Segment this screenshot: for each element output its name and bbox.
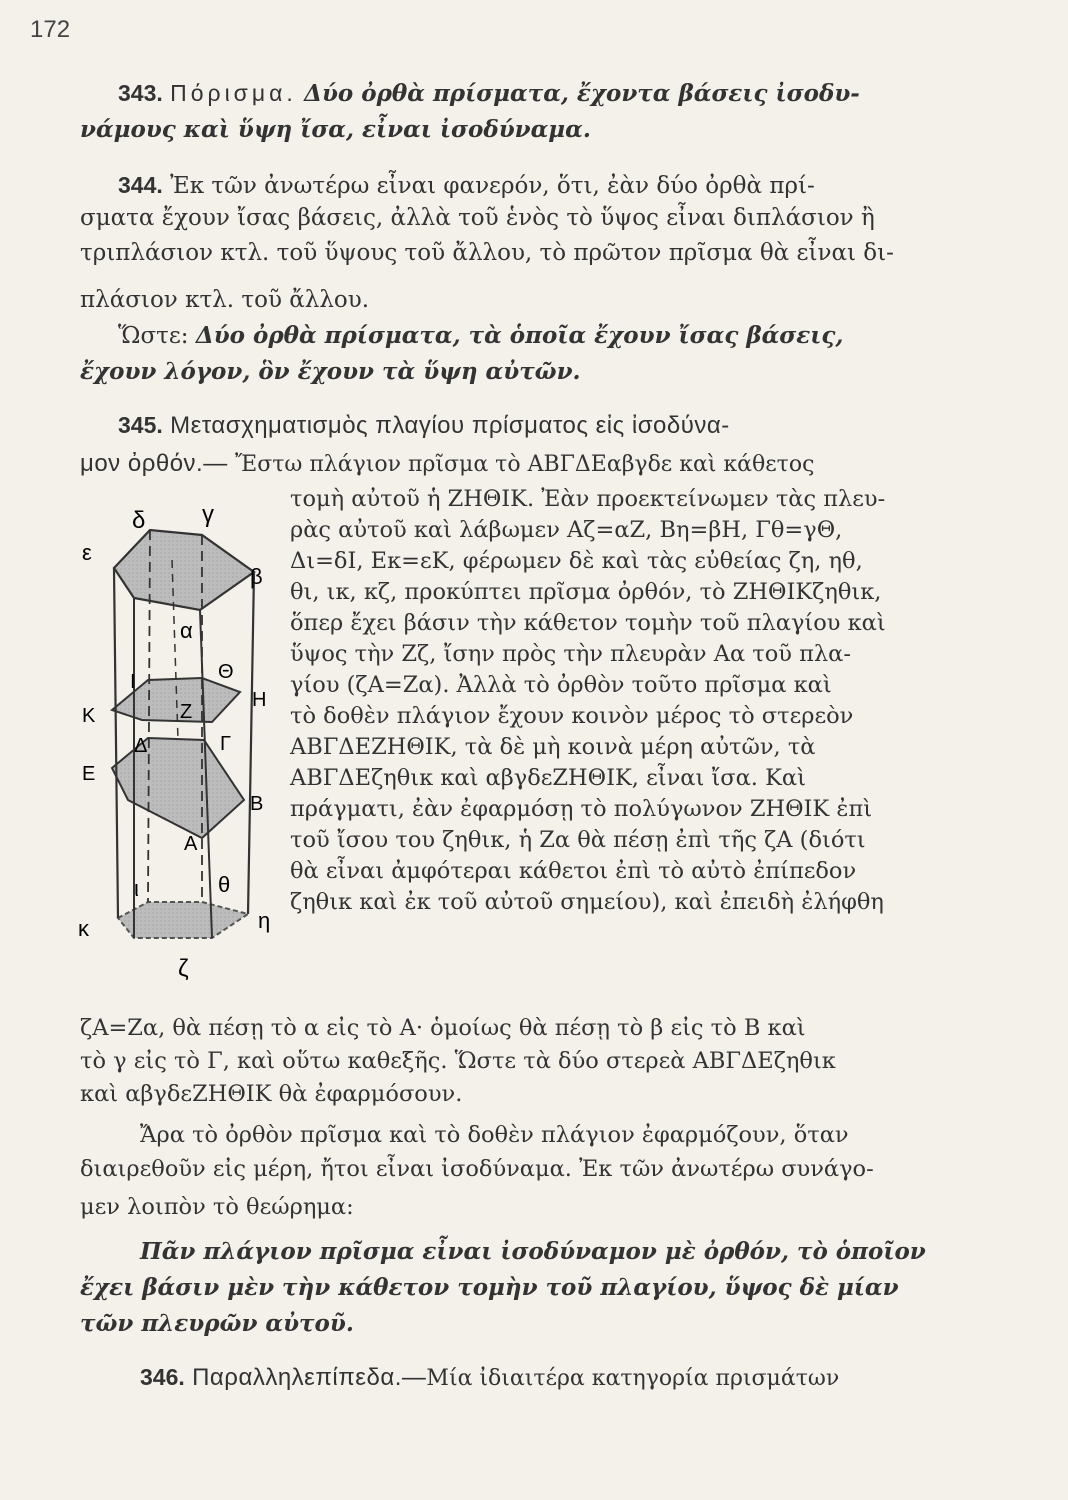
s345-para2-line1: Ἄρα τὸ ὀρθὸν πρῖσμα καὶ τὸ δοθὲν πλάγιον ἐφαρμόζουν, ὅταν [140,1122,849,1148]
label-kappa-small: κ [78,916,89,941]
section-text: Μία ἰδιαιτέρα κατηγορία πρισμάτων [426,1366,840,1391]
section-number: 344. [118,172,163,198]
label-alpha-small: α [180,618,193,643]
s344-line1 [118,170,815,202]
label-zeta-cap: Ζ [180,701,193,723]
text-line: ΑΒΓΔΕΖΗΘΙΚ, τὰ δὲ μὴ κοινὰ μέρη αὐτῶν, τὰ [290,734,816,760]
label-epsilon-cap: Ε [82,763,96,785]
text-line: ὅπερ ἔχει βάσιν τὴν κάθετον τομὴν τοῦ πλαγίου καὶ [290,610,886,636]
label-zeta-small: ζ [178,955,189,982]
s345-wrap-text [290,484,970,918]
text-line: ρὰς αὐτοῦ καὶ λάβωμεν Αζ=αΖ, Βη=βΗ, Γθ=γΘ, [290,517,843,543]
s345-para2-line3: μεν λοιπὸν τὸ θεώρημα: [80,1194,354,1220]
label-eta-small: η [258,908,271,933]
corollary-statement-cont: νάμους καὶ ὕψη ἴσα, εἶναι ἰσοδύναμα. [80,116,591,143]
label-alpha-cap: Α [184,833,198,855]
text-line: θὰ εἶναι ἀμφότεραι κάθετοι ἐπὶ τὸ αὐτὸ ἐπίπεδον [290,858,857,884]
text-line: ζηθικ καὶ ἐκ τοῦ αὐτοῦ σημείου), καὶ ἐπειδὴ ἐλήφθη [290,889,884,915]
text-line: γίου (ζΑ=Ζα). Ἀλλὰ τὸ ὀρθὸν τοῦτο πρῖσμα καὶ [290,672,832,698]
intro-text: Ἔστω πλάγιον πρῖσμα τὸ ΑΒΓΔΕαβγδε καὶ κάθετος [235,452,815,477]
page-number: 172 [30,16,71,43]
bottom-face [118,902,248,938]
theorem-line2: ἔχει βάσιν μὲν τὴν κάθετον τομὴν τοῦ πλαγίου, ὕψος δὲ μίαν [80,1274,899,1301]
s344-line2: σματα ἔχουν ἴσας βάσεις, ἀλλὰ τοῦ ἑνὸς τὸ ὕψος εἶναι διπλάσιον ἢ [80,205,875,231]
text-line: ζΑ=Ζα, θὰ πέσῃ τὸ α εἰς τὸ Α· ὁμοίως θὰ πέσῃ τὸ β εἰς τὸ Β καὶ [80,1015,806,1041]
label-iota-cap: Ι [130,671,136,693]
text-line: ὕψος τὴν Ζζ, ἴσην πρὸς τὴν πλευρὰν Αα τοῦ πλα- [290,641,851,667]
label-kappa-cap: Κ [82,705,96,727]
text-line: ΑΒΓΔΕζηθικ καὶ αβγδεΖΗΘΙΚ, εἶναι ἴσα. Καὶ [290,765,806,791]
s345-full-text [80,1012,836,1111]
text-line: τομὴ αὐτοῦ ἡ ΖΗΘΙΚ. Ἐὰν προεκτείνωμεν τὰς πλευ- [290,486,886,512]
text-line: τοῦ ἴσου του ζηθικ, ἡ Ζα θὰ πέσῃ ἐπὶ τῆς ζΑ (διότι [290,827,866,853]
text-line: θι, ικ, κζ, προκύπτει πρῖσμα ὀρθόν, τὸ ΖΗΘΙΚζηθικ, [290,579,882,605]
edge [248,572,254,914]
label-iota-small: ι [134,876,139,901]
label-beta-cap: Β [250,793,264,815]
s346-heading [140,1362,839,1394]
s344-line3: τριπλάσιον κτλ. τοῦ ὕψους τοῦ ἄλλου, τὸ πρῶτον πρῖσμα θὰ εἶναι δι- [80,240,894,266]
s345-para2-line2: διαιρεθοῦν εἰς μέρη, ἤτοι εἶναι ἰσοδύναμα. Ἐκ τῶν ἀνωτέρω συνάγο- [80,1156,874,1182]
label-gamma-small: γ [202,501,214,528]
section-343 [118,78,860,110]
text-line: πράγματι, ἐὰν ἐφαρμόσῃ τὸ πολύγωνον ΖΗΘΙΚ ἐπὶ [290,796,873,822]
text-line: τὸ γ εἰς τὸ Γ, καὶ οὕτω καθεξῆς. Ὥστε τὰ δύο στερεὰ ΑΒΓΔΕζηθικ [80,1048,836,1074]
label-epsilon-small: ε [82,540,92,565]
section-number: 346. [140,1364,185,1390]
prism-figure [72,500,282,1000]
paragraph-text: Ἐκ τῶν ἀνωτέρω εἶναι φανερόν, ὅτι, ἐὰν δύο ὀρθὰ πρί- [170,173,815,199]
label-theta-cap: Θ [218,661,234,683]
section-number: 345. [118,412,163,438]
text-line: καὶ αβγδεΖΗΘΙΚ θὰ ἐφαρμόσουν. [80,1081,463,1107]
s344-line4: πλάσιον κτλ. τοῦ ἄλλου. [80,287,370,313]
label-gamma-cap: Γ [220,733,232,755]
edge [114,568,118,918]
section-number: 343. [118,80,163,106]
s345-heading [118,410,730,442]
label-theta-small: θ [218,872,231,897]
theorem-line3: τῶν πλευρῶν αὐτοῦ. [80,1310,354,1337]
s344-conclusion-cont: ἔχουν λόγον, ὃν ἔχουν τὰ ὕψη αὐτῶν. [80,358,581,385]
text-line: τὸ δοθὲν πλάγιον ἔχουν κοινὸν μέρος τὸ στερεὸν [290,703,854,729]
section-heading: Μετασχηματισμὸς πλαγίου πρίσματος εἰς ἰσοδύνα- [170,412,730,439]
corollary-label: Πόρισμα. [170,80,297,106]
text-line: Δι=δΙ, Εκ=εΚ, φέρωμεν δὲ καὶ τὰς εὐθείας ζη, ηθ, [290,548,863,574]
label-eta-cap: Η [252,689,267,711]
conclusion-text: Δύο ὀρθὰ πρίσματα, τὰ ὁποῖα ἔχουν ἴσας βάσεις, [195,322,844,349]
label-delta-cap: Δ [134,735,148,757]
theorem-line1: Πᾶν πλάγιον πρῖσμα εἶναι ἰσοδύναμον μὲ ὀρθόν, τὸ ὁποῖον [140,1238,926,1265]
conclusion-lead: Ὥστε: [118,323,189,349]
s344-conclusion [118,320,843,352]
label-delta-small: δ [132,507,146,534]
label-beta-small: β [250,564,263,589]
corollary-statement: Δύο ὀρθὰ πρίσματα, ἔχοντα βάσεις ἰσοδυ- [304,80,860,107]
s345-heading-line2 [80,448,814,480]
section-heading: Παραλληλεπίπεδα.— [192,1364,427,1391]
section-heading-cont: μον ὀρθόν.— [80,450,228,477]
